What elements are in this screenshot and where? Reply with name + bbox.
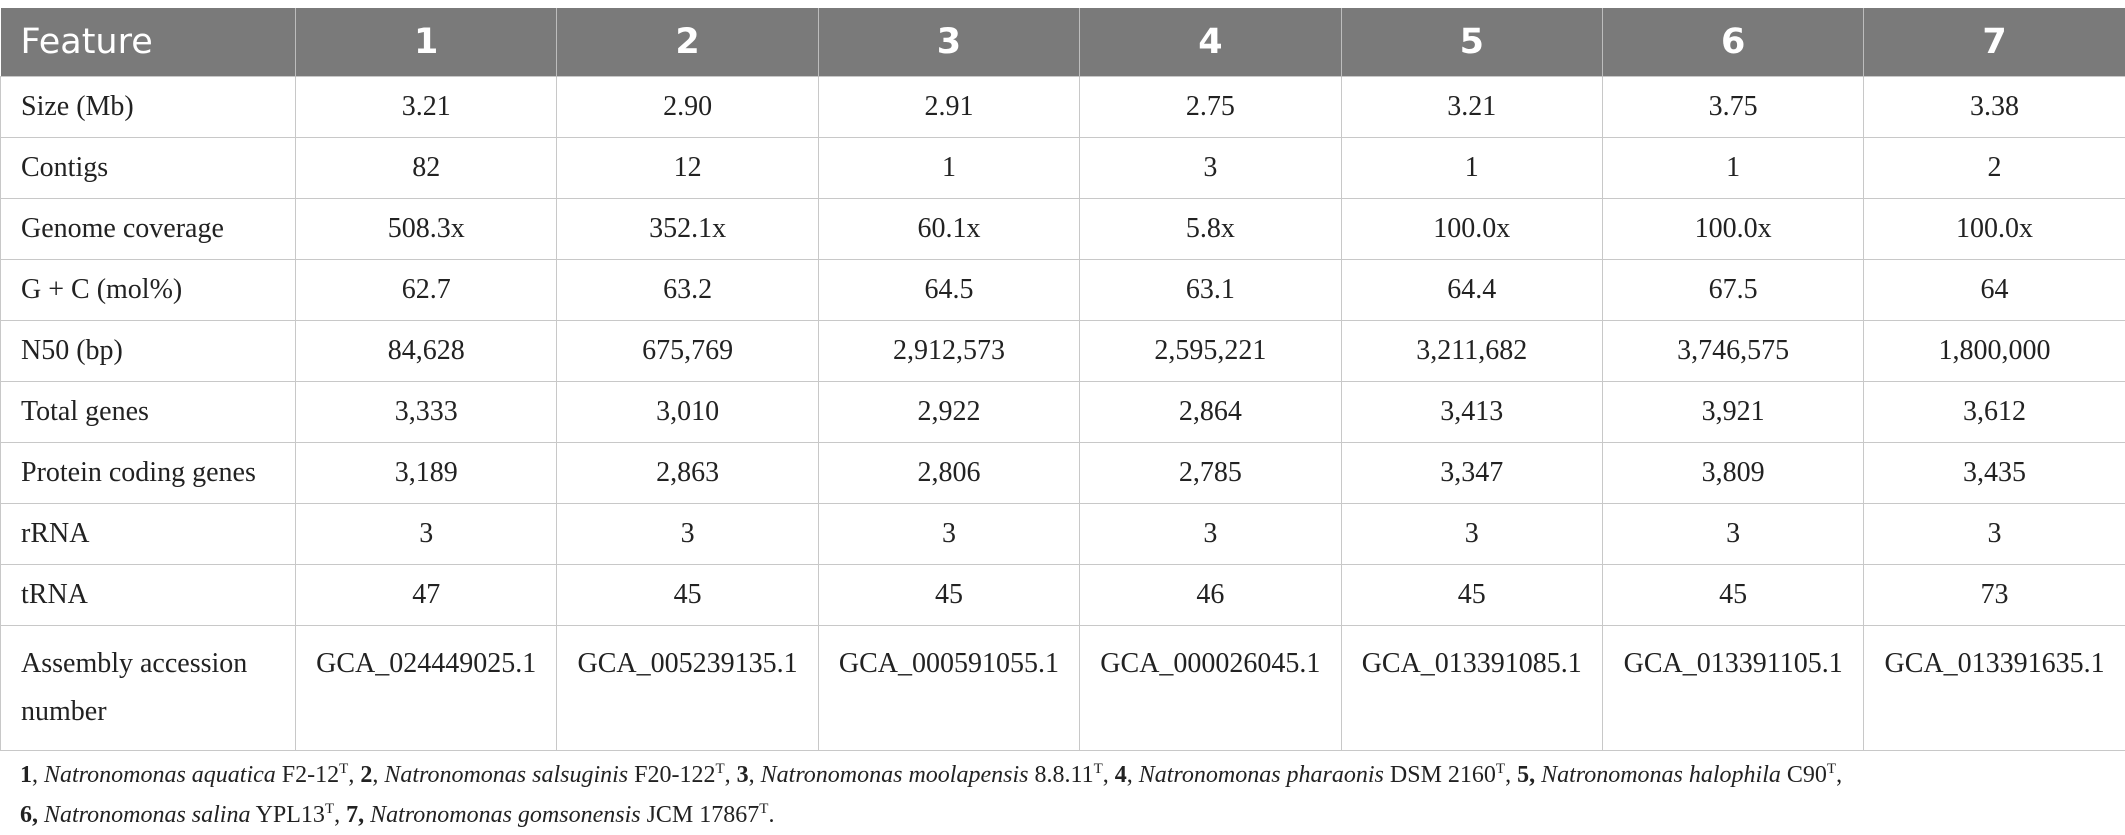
table-cell: 84,628 <box>296 321 557 382</box>
genome-features-table-wrap <box>0 8 2125 751</box>
table-cell: GCA_000591055.1 <box>818 626 1079 751</box>
table-cell: 3,189 <box>296 443 557 504</box>
table-cell: 45 <box>557 565 818 626</box>
table-cell: 5.8x <box>1080 199 1341 260</box>
table-row <box>1 321 2125 382</box>
footnote-type-strain-mark: T <box>339 761 349 777</box>
table-cell: 47 <box>296 565 557 626</box>
footnote-genus: Natronomonas <box>44 762 186 788</box>
table-row <box>1 77 2125 138</box>
footnote-tail: , <box>724 762 737 788</box>
table-cell: 3 <box>1864 504 2125 565</box>
footnote-species: pharaonis <box>1286 762 1384 788</box>
table-cell: 3.75 <box>1602 77 1863 138</box>
table-cell: 73 <box>1864 565 2125 626</box>
footnote-strain: DSM 2160 <box>1389 762 1496 788</box>
footnote-tail: , <box>1102 762 1115 788</box>
footnote-line-1 <box>20 755 2110 795</box>
table-cell: 46 <box>1080 565 1341 626</box>
table-cell: 675,769 <box>557 321 818 382</box>
table-cell: 3 <box>1341 504 1602 565</box>
footnote-genus: Natronomonas <box>384 762 527 788</box>
table-row <box>1 443 2125 504</box>
footnote-tail: , <box>1836 762 1843 788</box>
footnote-species: salina <box>191 802 251 828</box>
footnote-sep: , <box>32 762 44 788</box>
table-cell: 2,922 <box>818 382 1079 443</box>
table-cell: 508.3x <box>296 199 557 260</box>
table-cell: 1,800,000 <box>1864 321 2125 382</box>
table-cell: 64 <box>1864 260 2125 321</box>
table-cell: 3,010 <box>557 382 818 443</box>
table-cell: 62.7 <box>296 260 557 321</box>
table-cell: 3,347 <box>1341 443 1602 504</box>
column-header-1: 1 <box>296 8 557 77</box>
footnote-species: halophila <box>1688 762 1781 788</box>
table-cell: 3 <box>1602 504 1863 565</box>
footnote-number: 7, <box>346 802 365 828</box>
row-label: tRNA <box>1 565 296 626</box>
table-cell: GCA_013391635.1 <box>1864 626 2125 751</box>
footnote-number: 3 <box>736 762 749 788</box>
table-cell: 2,806 <box>818 443 1079 504</box>
table-cell: 2.75 <box>1080 77 1341 138</box>
table-cell: 2,912,573 <box>818 321 1079 382</box>
row-label-line-2: number <box>21 696 107 727</box>
footnote-number: 2 <box>360 762 373 788</box>
column-header-4: 4 <box>1080 8 1341 77</box>
table-row <box>1 565 2125 626</box>
footnote-genus: Natronomonas <box>1138 762 1281 788</box>
footnote-number: 5, <box>1517 762 1536 788</box>
genome-features-table <box>0 8 2125 751</box>
row-label: Total genes <box>1 382 296 443</box>
table-cell: 3 <box>557 504 818 565</box>
footnote-species: aquatica <box>191 762 276 788</box>
table-cell: 2.91 <box>818 77 1079 138</box>
table-cell: 2 <box>1864 138 2125 199</box>
table-cell: GCA_024449025.1 <box>296 626 557 751</box>
table-cell: 3,211,682 <box>1341 321 1602 382</box>
table-cell: GCA_005239135.1 <box>557 626 818 751</box>
footnote-species: gomsonensis <box>517 802 641 828</box>
column-header-7: 7 <box>1864 8 2125 77</box>
footnote-tail: , <box>334 802 347 828</box>
row-label: rRNA <box>1 504 296 565</box>
row-label: Contigs <box>1 138 296 199</box>
table-row <box>1 138 2125 199</box>
footnote-strain: F20-122 <box>634 762 716 788</box>
table-cell: 63.1 <box>1080 260 1341 321</box>
table-cell: 3,435 <box>1864 443 2125 504</box>
footnote-strain: JCM 17867 <box>646 802 760 828</box>
table-row <box>1 199 2125 260</box>
table-cell: 63.2 <box>557 260 818 321</box>
footnote-species: moolapensis <box>908 762 1029 788</box>
footnote-type-strain-mark: T <box>715 761 725 777</box>
row-label: Protein coding genes <box>1 443 296 504</box>
footnote-sep: , <box>372 762 385 788</box>
table-cell: 100.0x <box>1864 199 2125 260</box>
table-cell: 67.5 <box>1602 260 1863 321</box>
table-cell: 1 <box>1602 138 1863 199</box>
table-cell: 100.0x <box>1602 199 1863 260</box>
row-label <box>1 626 296 751</box>
table-cell: 100.0x <box>1341 199 1602 260</box>
table-cell: 1 <box>818 138 1079 199</box>
footnote-type-strain-mark: T <box>1093 761 1103 777</box>
footnote-type-strain-mark: T <box>1826 761 1837 777</box>
footnote-genus: Natronomonas <box>370 802 512 828</box>
table-cell: GCA_013391085.1 <box>1341 626 1602 751</box>
footnote-type-strain-mark: T <box>324 801 335 817</box>
table-cell: 82 <box>296 138 557 199</box>
table-cell: GCA_000026045.1 <box>1080 626 1341 751</box>
table-cell: 3 <box>818 504 1079 565</box>
column-header-2: 2 <box>557 8 818 77</box>
table-cell: 3,746,575 <box>1602 321 1863 382</box>
table-cell: 3.38 <box>1864 77 2125 138</box>
table-cell: 352.1x <box>557 199 818 260</box>
footnote-genus: Natronomonas <box>760 762 903 788</box>
table-cell: 3,612 <box>1864 382 2125 443</box>
footnote-tail: , <box>348 762 361 788</box>
table-cell: 3.21 <box>1341 77 1602 138</box>
table-cell: 1 <box>1341 138 1602 199</box>
table-footnote <box>20 755 2110 835</box>
table-cell: 3,809 <box>1602 443 1863 504</box>
table-cell: 64.5 <box>818 260 1079 321</box>
table-cell: 2,785 <box>1080 443 1341 504</box>
column-header-feature: Feature <box>1 8 296 77</box>
table-cell: 3.21 <box>296 77 557 138</box>
table-cell: 2,863 <box>557 443 818 504</box>
footnote-number: 1 <box>20 762 32 788</box>
footnote-sep: , <box>1126 762 1139 788</box>
table-row <box>1 504 2125 565</box>
row-label: N50 (bp) <box>1 321 296 382</box>
table-cell: GCA_013391105.1 <box>1602 626 1863 751</box>
table-cell: 64.4 <box>1341 260 1602 321</box>
table-cell: 3,333 <box>296 382 557 443</box>
table-cell: 45 <box>1602 565 1863 626</box>
footnote-type-strain-mark: T <box>1495 761 1506 777</box>
footnote-number: 4 <box>1114 762 1127 788</box>
footnote-sep: , <box>748 762 761 788</box>
table-cell: 2,595,221 <box>1080 321 1341 382</box>
table-row <box>1 260 2125 321</box>
table-cell: 3 <box>1080 504 1341 565</box>
footnote-strain: C90 <box>1786 762 1827 788</box>
footnote-species: salsuginis <box>532 762 629 788</box>
table-cell: 2,864 <box>1080 382 1341 443</box>
table-cell: 60.1x <box>818 199 1079 260</box>
footnote-type-strain-mark: T <box>759 801 769 817</box>
table-row <box>1 382 2125 443</box>
table-row-assembly-accession <box>1 626 2125 751</box>
footnote-line-2 <box>20 795 2110 835</box>
table-cell: 3 <box>296 504 557 565</box>
table-cell: 45 <box>818 565 1079 626</box>
footnote-number: 6, <box>20 802 38 828</box>
column-header-3: 3 <box>818 8 1079 77</box>
column-header-5: 5 <box>1341 8 1602 77</box>
table-cell: 3,413 <box>1341 382 1602 443</box>
table-body <box>1 77 2125 751</box>
table-header-row <box>1 8 2125 77</box>
footnote-tail: . <box>768 802 775 828</box>
row-label-line-1: Assembly accession <box>21 648 248 679</box>
table-cell: 3,921 <box>1602 382 1863 443</box>
footnote-genus: Natronomonas <box>1541 762 1683 788</box>
table-cell: 2.90 <box>557 77 818 138</box>
table-cell: 12 <box>557 138 818 199</box>
footnote-genus: Natronomonas <box>44 802 186 828</box>
row-label: Size (Mb) <box>1 77 296 138</box>
row-label: G + C (mol%) <box>1 260 296 321</box>
footnote-strain: YPL13 <box>255 802 325 828</box>
row-label: Genome coverage <box>1 199 296 260</box>
footnote-strain: F2-12 <box>281 762 340 788</box>
table-cell: 3 <box>1080 138 1341 199</box>
footnote-tail: , <box>1505 762 1518 788</box>
column-header-6: 6 <box>1602 8 1863 77</box>
footnote-strain: 8.8.11 <box>1034 762 1094 788</box>
table-cell: 45 <box>1341 565 1602 626</box>
